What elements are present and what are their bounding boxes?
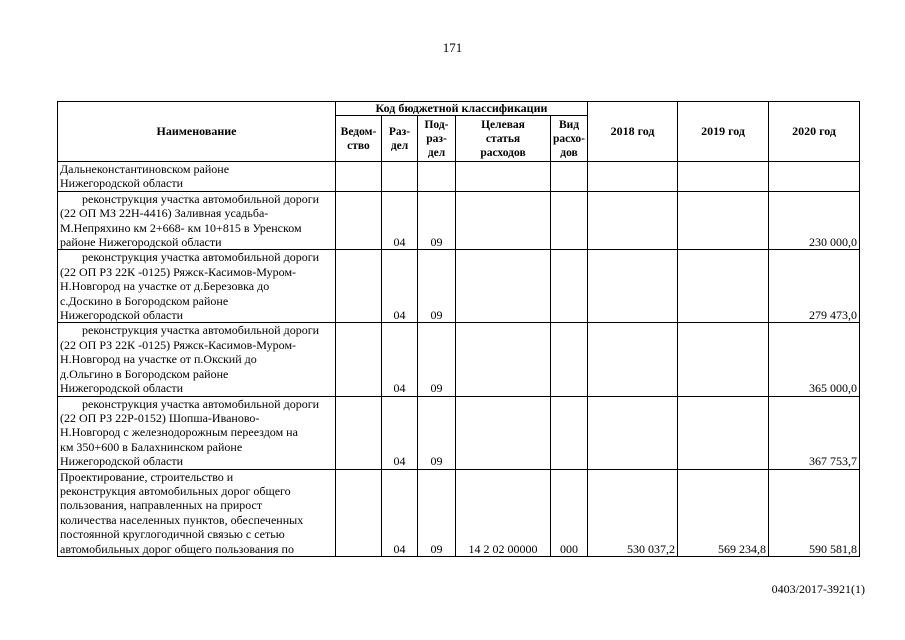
row-name — [58, 250, 336, 323]
cell-y2018 — [588, 250, 678, 323]
row-name — [58, 323, 336, 396]
row-name-line: Проектирование, строительство и — [60, 469, 234, 484]
row-name-line: постоянной круглогодичной связью с сетью — [60, 527, 285, 542]
row-name-line: Нижегородской области — [60, 454, 184, 469]
cell-vid — [551, 162, 588, 192]
cell-razdel: 04 — [382, 469, 418, 556]
row-name-line: реконструкция автомобильных дорог общего — [60, 483, 291, 498]
row-name — [58, 396, 336, 469]
cell-y2020: 367 753,7 — [769, 396, 860, 469]
header-2020: 2020 год — [769, 102, 860, 162]
header-budget-code: Код бюджетной классификации — [336, 102, 588, 116]
row-name-line: км 350+600 в Балахнинском районе — [60, 439, 243, 454]
cell-y2018 — [588, 191, 678, 250]
row-name-line: Нижегородской области — [60, 381, 184, 396]
table-row — [58, 250, 860, 323]
cell-y2019 — [678, 396, 769, 469]
cell-vedomstvo — [336, 396, 382, 469]
cell-podrazdel: 09 — [418, 469, 456, 556]
cell-vedomstvo — [336, 469, 382, 556]
table-row — [58, 191, 860, 250]
row-name-line: автомобильных дорог общего пользования по — [60, 541, 294, 556]
header-name: Наименование — [58, 102, 336, 162]
cell-celevaya — [456, 396, 551, 469]
budget-table — [57, 101, 860, 557]
row-name-line: (22 ОП РЗ 22К -0125) Ряжск-Касимов-Муром- — [60, 337, 297, 352]
cell-y2020 — [769, 162, 860, 192]
row-name-line: (22 ОП РЗ 22Р-0152) Шопша-Иваново- — [60, 410, 260, 425]
header-2018: 2018 год — [588, 102, 678, 162]
row-name-line: реконструкция участка автомобильной дороги — [82, 191, 320, 206]
header-celevaya-statya: Целевая статья расходов — [456, 116, 551, 162]
row-name-line: Н.Новгород с железнодорожным переездом на — [60, 425, 298, 440]
cell-celevaya — [456, 323, 551, 396]
row-name-line: Н.Новгород на участке от д.Березовка до — [60, 279, 270, 294]
cell-vedomstvo — [336, 162, 382, 192]
row-name-line: М.Непряхино км 2+668- км 10+815 в Уренском — [60, 220, 302, 235]
header-razdel: Раз- дел — [382, 116, 418, 162]
header-vedomstvo: Ведом- ство — [336, 116, 382, 162]
row-name-line: Н.Новгород на участке от п.Окский до — [60, 352, 257, 367]
cell-podrazdel — [418, 162, 456, 192]
header-2019: 2019 год — [678, 102, 769, 162]
cell-podrazdel: 09 — [418, 396, 456, 469]
cell-razdel: 04 — [382, 191, 418, 250]
cell-razdel: 04 — [382, 396, 418, 469]
cell-vedomstvo — [336, 323, 382, 396]
cell-vid — [551, 250, 588, 323]
cell-y2019 — [678, 191, 769, 250]
cell-y2019 — [678, 162, 769, 192]
cell-vid — [551, 191, 588, 250]
cell-y2018 — [588, 396, 678, 469]
cell-y2020: 279 473,0 — [769, 250, 860, 323]
row-name-line: Нижегородской области — [60, 176, 184, 191]
cell-vid: 000 — [551, 469, 588, 556]
cell-y2020: 365 000,0 — [769, 323, 860, 396]
cell-celevaya — [456, 191, 551, 250]
row-name-line: д.Ольгино в Богородском районе — [60, 366, 229, 381]
cell-razdel: 04 — [382, 323, 418, 396]
cell-y2020: 590 581,8 — [769, 469, 860, 556]
row-name-line: с.Доскино в Богородском районе — [60, 293, 229, 308]
row-name — [58, 191, 336, 250]
cell-vedomstvo — [336, 250, 382, 323]
row-name-line: реконструкция участка автомобильной дороги — [82, 250, 320, 265]
cell-celevaya: 14 2 02 00000 — [456, 469, 551, 556]
row-name-line: реконструкция участка автомобильной дороги — [82, 396, 320, 411]
table-row — [58, 469, 860, 556]
cell-y2019 — [678, 323, 769, 396]
row-name-line: пользования, направленных на прирост — [60, 498, 263, 513]
row-name — [58, 469, 336, 556]
cell-celevaya — [456, 250, 551, 323]
table-body — [58, 162, 860, 557]
cell-y2018: 530 037,2 — [588, 469, 678, 556]
table-row — [58, 323, 860, 396]
row-name-line: Дальнеконстантиновском районе — [60, 162, 230, 176]
row-name-line: районе Нижегородской области — [60, 235, 222, 250]
cell-razdel — [382, 162, 418, 192]
cell-celevaya — [456, 162, 551, 192]
cell-vid — [551, 396, 588, 469]
cell-y2020: 230 000,0 — [769, 191, 860, 250]
table-row — [58, 396, 860, 469]
row-name-line: реконструкция участка автомобильной дороги — [82, 323, 320, 338]
row-name-line: количества населенных пунктов, обеспеченных — [60, 512, 304, 527]
page-number: 171 — [442, 40, 463, 55]
document-code: 0403/2017-3921(1) — [771, 582, 865, 596]
header-vid-raskhodov: Вид расхо- дов — [551, 116, 588, 162]
cell-vid — [551, 323, 588, 396]
row-name — [58, 162, 336, 192]
table-row — [58, 162, 860, 192]
cell-y2019 — [678, 250, 769, 323]
header-podrazdel: Под- раз- дел — [418, 116, 456, 162]
cell-razdel: 04 — [382, 250, 418, 323]
cell-y2019: 569 234,8 — [678, 469, 769, 556]
row-name-line: (22 ОП РЗ 22К -0125) Ряжск-Касимов-Муром- — [60, 264, 297, 279]
cell-podrazdel: 09 — [418, 250, 456, 323]
row-name-line: (22 ОП МЗ 22Н-4416) Заливная усадьба- — [60, 206, 269, 221]
cell-y2018 — [588, 323, 678, 396]
cell-y2018 — [588, 162, 678, 192]
cell-podrazdel: 09 — [418, 191, 456, 250]
row-name-line: Нижегородской области — [60, 308, 184, 323]
cell-vedomstvo — [336, 191, 382, 250]
cell-podrazdel: 09 — [418, 323, 456, 396]
